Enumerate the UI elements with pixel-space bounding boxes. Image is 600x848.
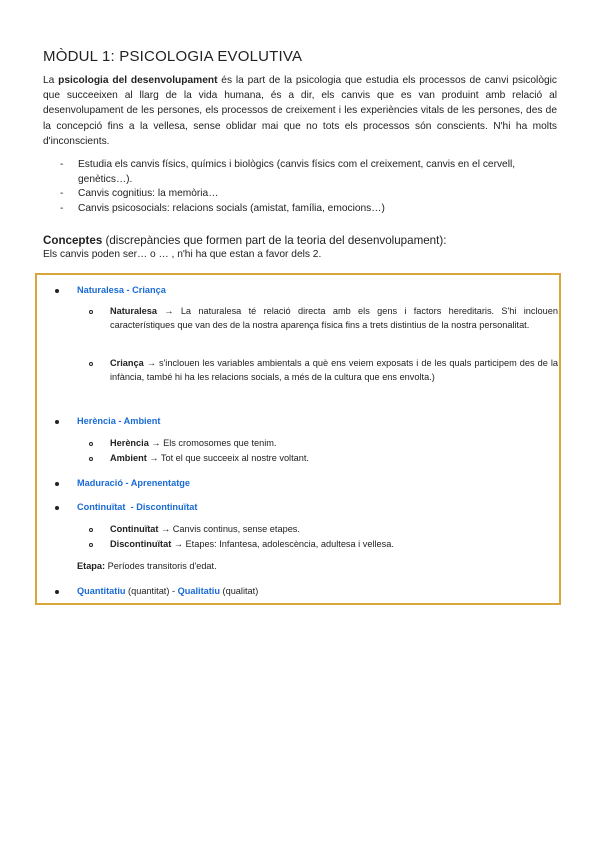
concept-label: Naturalesa - Criança <box>77 285 166 295</box>
note-term: Etapa: <box>77 561 106 571</box>
sub-text: → Tot el que succeeix al nostre voltant. <box>146 453 309 463</box>
concept-label-a: Quantitatiu <box>77 586 126 596</box>
sub-term: Criança <box>110 358 144 368</box>
circle-bullet-icon <box>89 543 93 547</box>
circle-bullet-icon <box>89 362 93 366</box>
bullet-icon <box>55 289 59 293</box>
concept-sub-discontinuitat <box>110 538 558 552</box>
list-item: - Estudia els canvis físics, químics i biològics (canvis físics com el creixement, canvis en el cervell, genètics…). <box>60 158 560 187</box>
concept-sub-crianca <box>110 357 558 385</box>
concept-item-naturalesa-crianca <box>77 284 166 298</box>
concept-label: Herència - Ambient <box>77 416 161 426</box>
note-text: Períodes transitoris d'edat. <box>105 561 217 571</box>
concept-sub-naturalesa <box>110 305 558 333</box>
circle-bullet-icon <box>89 457 93 461</box>
change-types-list <box>60 158 560 216</box>
circle-bullet-icon <box>89 310 93 314</box>
bullet-icon <box>55 506 59 510</box>
concepts-heading <box>43 234 446 247</box>
list-item: - Canvis cognitius: la memòria… <box>60 187 560 202</box>
concept-item-herencia-ambient <box>77 415 160 429</box>
concept-item-continuitat-discontinuitat <box>77 501 197 515</box>
circle-bullet-icon <box>89 528 93 532</box>
concept-sub-ambient <box>110 452 558 466</box>
intro-prefix: La <box>43 75 59 86</box>
etapa-note <box>77 560 217 574</box>
concepts-heading-bold: Conceptes <box>43 234 103 247</box>
intro-term: psicologia del desenvolupament <box>58 75 218 86</box>
sub-term: Ambient <box>110 453 147 463</box>
circle-bullet-icon <box>89 442 93 446</box>
concept-label-a-note: (quantitat) - <box>125 586 178 596</box>
concept-label: Continuïtat - Discontinuïtat <box>77 502 198 512</box>
concept-label-b: Qualitatiu <box>177 586 220 596</box>
intro-paragraph <box>43 73 557 149</box>
bullet-icon <box>55 420 59 424</box>
bullet-icon <box>55 590 59 594</box>
concepts-heading-note: (discrepàncies que formen part de la teoria del desenvolupament): <box>102 234 447 247</box>
page-title: MÒDUL 1: PSICOLOGIA EVOLUTIVA <box>43 48 303 66</box>
concepts-subtitle: Els canvis poden ser… o … , n'hi ha que estan a favor dels 2. <box>43 249 322 260</box>
sub-text: → s'inclouen les variables ambientals a què ens veiem exposats i de les quals participem des de la infància, també hi ha les relacions socials, a més de la cultura que ens envolta.) <box>110 358 558 382</box>
sub-text: → Etapes: Infantesa, adolescència, adultesa i vellesa. <box>171 539 394 549</box>
concept-item-maduracio-aprenentatge <box>77 477 190 491</box>
sub-text: → Canvis continus, sense etapes. <box>158 524 300 534</box>
sub-term: Discontinuïtat <box>110 539 172 549</box>
concept-label-b-note: (qualitat) <box>219 586 259 596</box>
sub-text: → La naturalesa té relació directa amb els gens i factors hereditaris. S'hi inclouen característiques que van des de la nostra aparença física fins a trets distintius de la nostra personalitat. <box>110 306 558 330</box>
sub-term: Naturalesa <box>110 306 157 316</box>
intro-rest: és la part de la psicologia que estudia els processos de canvi psicològic que succeeixen al llarg de la vida humana, és a dir, els canvis que es van produint amb relació al desenvolupament de les persones, els processos de creixement i les experiències vitals de les persones, des de la concepció fins a la vellesa, sense oblidar mai que no tots els processos són conscients. N'hi ha molts d'inconscients. <box>43 75 558 147</box>
list-item: - Canvis psicosocials: relacions socials (amistat, família, emocions…) <box>60 202 560 217</box>
bullet-icon <box>55 482 59 486</box>
concept-sub-continuitat <box>110 523 558 537</box>
concept-label: Maduració - Aprenentatge <box>77 478 190 488</box>
concept-item-quantitatiu-qualitatiu <box>77 585 258 599</box>
concept-sub-herencia <box>110 437 558 451</box>
sub-text: → Els cromosomes que tenim. <box>148 438 277 448</box>
sub-term: Continuïtat <box>110 524 159 534</box>
sub-term: Herència <box>110 438 149 448</box>
